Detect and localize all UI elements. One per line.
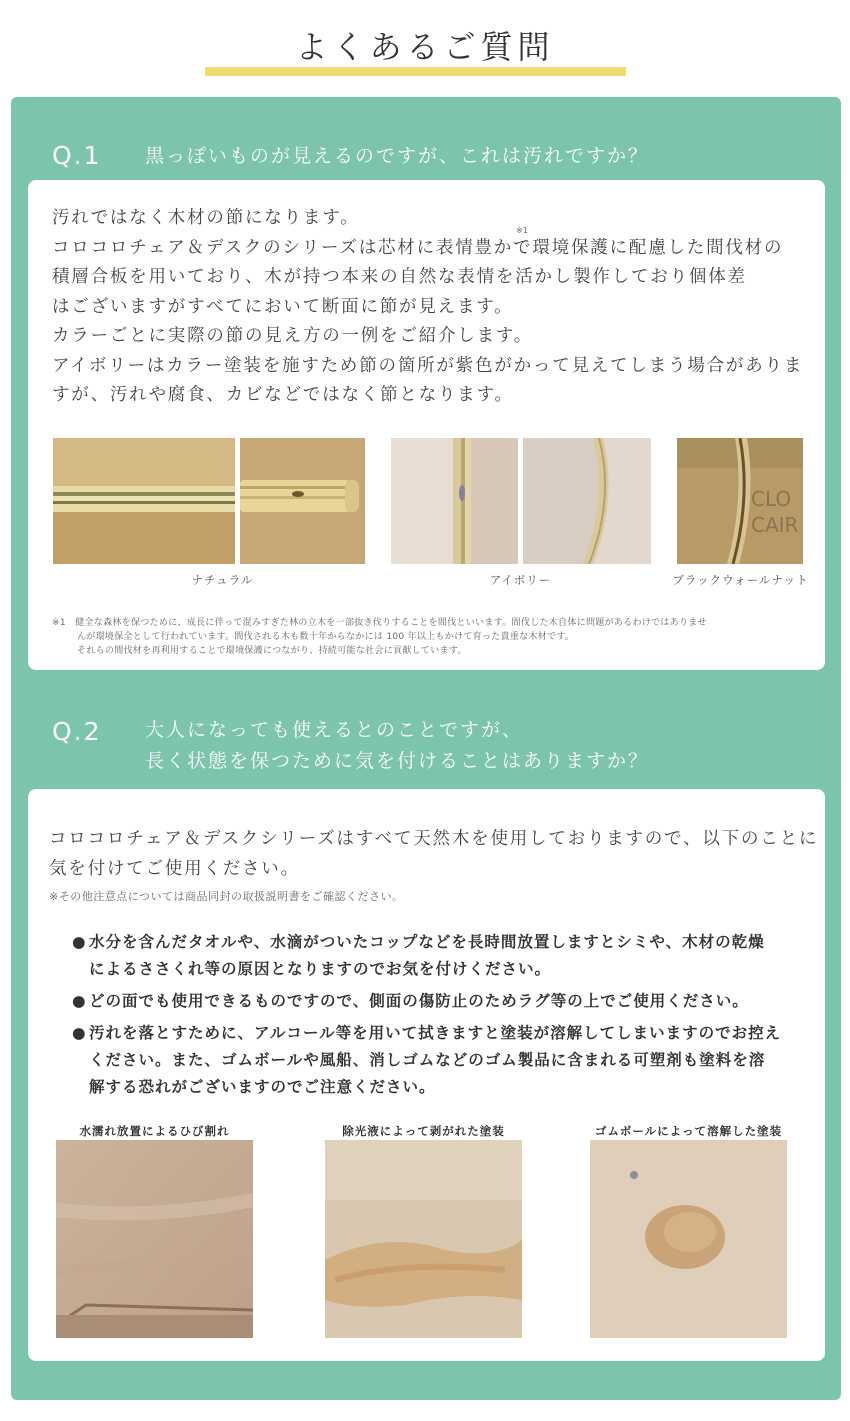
natural-photo-2 [240,438,365,564]
q2-intro-line: 気を付けてご使用ください。 [49,858,300,879]
bullet-item [72,988,781,1015]
photo-engraved-text: CLO [751,487,792,511]
q2-intro-text [49,825,818,884]
bullet-dot: ● [72,933,87,951]
footnote-line: んが環境保全として行われています。間伐される木も数十年からなかには 100 年以上もかけて育った貴重な木材です。 [77,632,575,642]
bullet-item [72,929,781,983]
q1-answer-line: はございますがすべてにおいて断面に節が見えます。 [52,296,514,317]
caption-rubber-damage: ゴムボールによって溶解した塗装 [594,1124,783,1138]
bullet-line: 汚れを落とすために、アルコール等を用いて拭きますと塗装が溶解してしまいますのでお控え [89,1024,782,1042]
bullet-line: によるささくれ等の原因となりますのでお気を付けください。 [89,960,552,978]
bullet-item [72,1020,781,1101]
q2-intro-line: コロコロチェア＆デスクシリーズはすべて天然木を使用しておりますので、以下のことに [49,829,819,849]
natural-photo-1 [53,438,235,564]
bullet-line: 解する恐れがございますのでご注意ください。 [89,1078,436,1096]
q1-answer-line: すが、汚れや腐食、カビなどではなく節となります。 [52,385,514,405]
q2-label: Q.2 [52,717,102,746]
caption-ivory: アイボリー [489,573,552,587]
q2-question-line: 大人になっても使えるとのことですが、 [145,719,524,741]
q1-answer-line: カラーごとに実際の節の見え方の一例をご紹介します。 [52,326,534,346]
footnote-marker: ※1 [516,226,528,235]
q1-question: 黒っぽいものが見えるのですが、これは汚れですか？ [145,145,650,167]
water-damage-photo [56,1140,253,1338]
remover-damage-photo [325,1140,522,1338]
q2-question [145,715,649,777]
q2-note: ※その他注意点については商品同封の取扱説明書をご確認ください。 [49,890,404,903]
q1-answer-line: 汚れではなく木材の節になります。 [52,208,360,228]
caption-remover-damage: 除光液によって剥がれた塗装 [342,1124,505,1138]
bullet-dot: ● [72,1024,87,1042]
bullet-line: 水分を含んだタオルや、水滴がついたコップなどを長時間放置しますとシミや、木材の乾燥 [89,933,765,951]
q1-footnote [52,616,707,658]
caption-natural: ナチュラル [191,573,254,587]
q1-answer-line: 積層合板を用いており、木が持つ本来の自然な表情を活かし製作しており個体差 [52,267,747,287]
caption-walnut: ブラックウォールナット [672,573,809,587]
page-title: よくあるご質問 [295,28,555,66]
title-underline [205,67,626,76]
rubber-damage-photo [590,1140,787,1338]
q1-answer-line: アイボリーはカラー塗装を施すため節の箇所が紫色がかって見えてしまう場合がありま [52,355,804,376]
photo-engraved-text: CAIR [751,513,799,537]
q1-label: Q.1 [52,141,102,170]
q1-answer-text [52,204,803,411]
bullet-dot: ● [72,992,87,1010]
q2-question-line: 長く状態を保つために気を付けることはありますか？ [145,750,650,772]
caption-water-damage: 水濡れ放置によるひび割れ [79,1124,230,1138]
ivory-photo-2 [523,438,651,564]
footnote-line: ※1 健全な森林を保つために、成長に伴って混みすぎた林の立木を一部抜き伐りすることを間伐といいます。間伐した木自体に問題があるわけではありませ [52,618,707,628]
q2-bullet-list [72,929,781,1106]
q1-answer-line: コロコロチェア＆デスクのシリーズは芯材に表情豊かで環境保護に配慮した間伐材の [52,237,784,258]
footnote-line: それらの間伐材を再利用することで環境保護につながり、持続可能な社会に貢献しています。 [77,646,467,656]
bullet-line: ください。また、ゴムボールや風船、消しゴムなどのゴム製品に含まれる可塑剤も塗料を溶 [89,1051,766,1069]
walnut-photo [677,438,803,564]
bullet-line: どの面でも使用できるものですので、側面の傷防止のためラグ等の上でご使用ください。 [89,992,749,1010]
ivory-photo-1 [391,438,518,564]
